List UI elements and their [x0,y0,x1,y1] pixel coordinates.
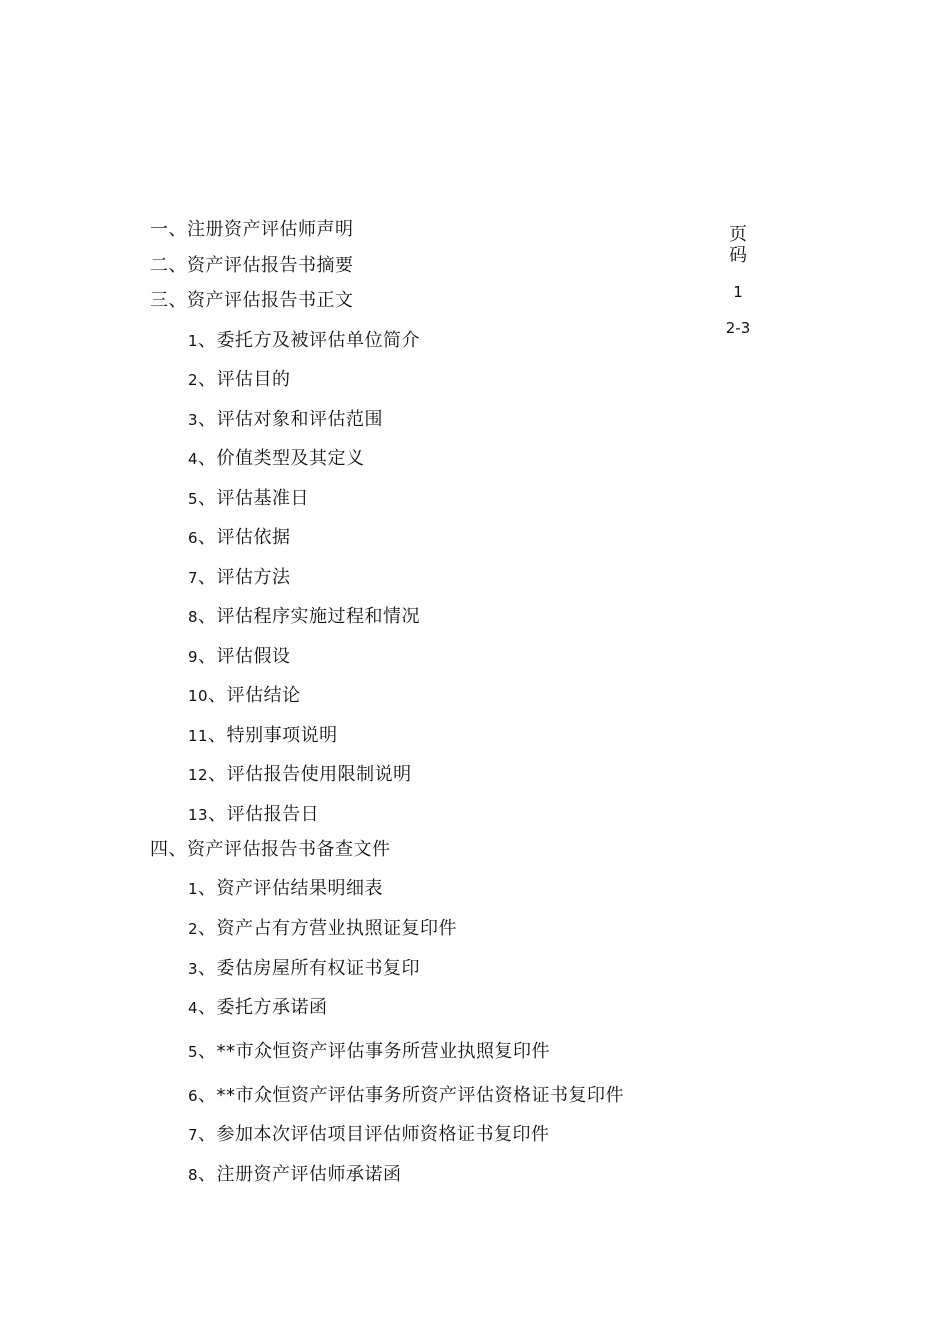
page-header-char-1: 页 [729,224,747,245]
toc-item: 11、特别事项说明 [188,725,338,746]
toc-item: 3、委估房屋所有权证书复印 [188,958,421,979]
toc-item: 2、资产占有方营业执照证复印件 [188,918,458,939]
toc-item: 2、评估目的 [188,369,291,390]
toc-section-1: 一、注册资产评估师声明 [150,219,354,240]
toc-item: 7、参加本次评估项目评估师资格证书复印件 [188,1124,550,1145]
toc-item: 5、**市众恒资产评估事务所营业执照复印件 [188,1041,551,1062]
toc-section-4: 四、资产评估报告书备查文件 [150,839,391,860]
toc-item: 6、评估依据 [188,527,291,548]
toc-item: 4、委托方承诺函 [188,997,328,1018]
page-header-char-2: 码 [729,245,747,266]
page-number-1: 1 [733,283,743,301]
toc-item: 13、评估报告日 [188,804,320,825]
toc-section-2: 二、资产评估报告书摘要 [150,255,354,276]
toc-item: 4、价值类型及其定义 [188,448,365,469]
toc-item: 8、注册资产评估师承诺函 [188,1164,402,1185]
toc-section-3: 三、资产评估报告书正文 [150,290,354,311]
toc-item: 8、评估程序实施过程和情况 [188,606,421,627]
toc-item: 6、**市众恒资产评估事务所资产评估资格证书复印件 [188,1085,625,1106]
toc-item: 7、评估方法 [188,567,291,588]
toc-item: 5、评估基准日 [188,488,310,509]
toc-item: 3、评估对象和评估范围 [188,409,384,430]
toc-item: 1、委托方及被评估单位简介 [188,330,421,351]
toc-item: 12、评估报告使用限制说明 [188,764,412,785]
page-number-header [726,224,750,266]
toc-item: 1、资产评估结果明细表 [188,878,384,899]
page-number-2: 2-3 [725,319,751,337]
toc-item: 10、评估结论 [188,685,301,706]
toc-item: 9、评估假设 [188,646,291,667]
